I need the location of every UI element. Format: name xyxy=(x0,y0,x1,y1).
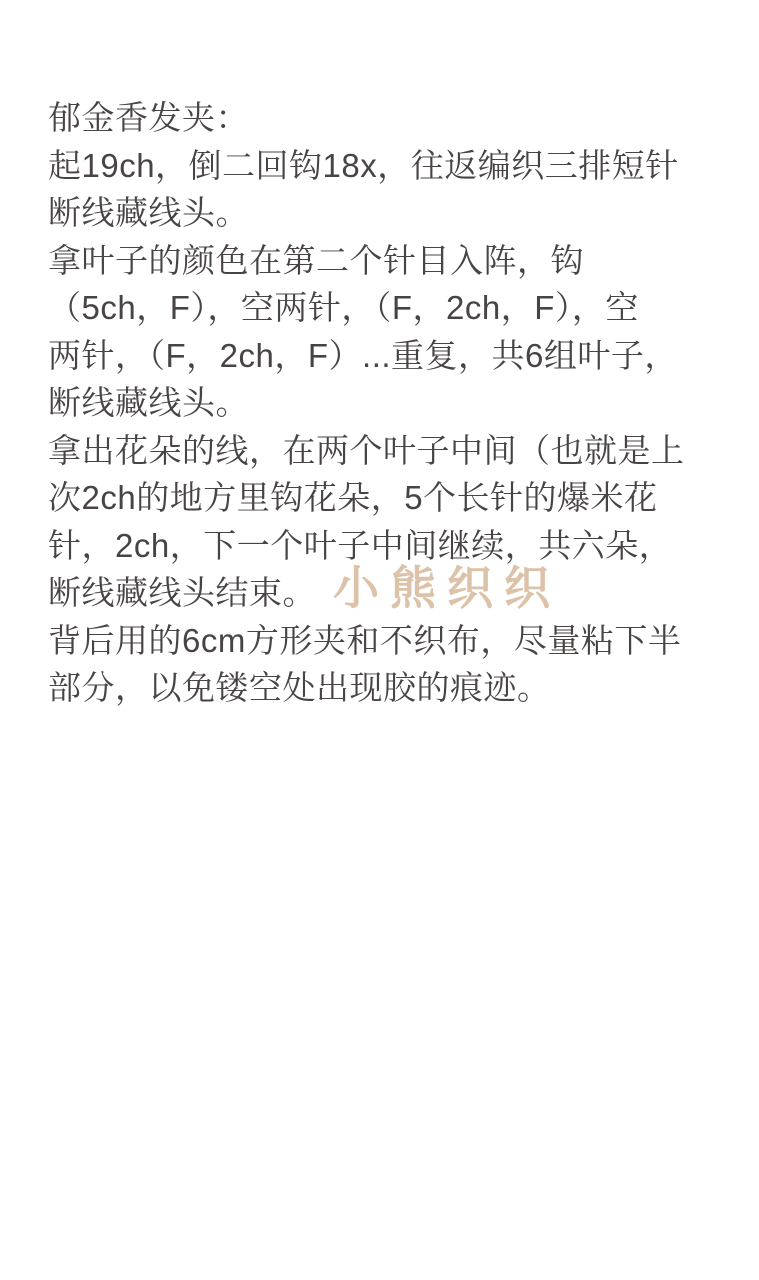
text-line: 断线藏线头。 xyxy=(48,384,249,421)
text-line: 拿叶子的颜色在第二个针目入阵，钩 xyxy=(48,241,584,279)
text-line: 断线藏线头结束。 xyxy=(48,574,316,611)
text-line: 起19ch，倒二回钩18x，往返编织三排短针 xyxy=(48,146,679,184)
text-line: 拿出花朵的线，在两个叶子中间（也就是上 xyxy=(48,431,685,469)
text-line: （5ch，F），空两针，（F，2ch，F），空 xyxy=(48,289,639,326)
text-line: 断线藏线头。 xyxy=(48,194,249,231)
text-line: 针，2ch，下一个叶子中间继续，共六朵， xyxy=(48,526,673,564)
text-line: 背后用的6cm方形夹和不织布，尽量粘下半 xyxy=(48,621,682,659)
text-line: 两针，（F，2ch，F）...重复，共6组叶子， xyxy=(48,336,678,374)
text-line: 部分，以免镂空处出现胶的痕迹。 xyxy=(48,669,551,706)
text-line: 次2ch的地方里钩花朵，5个长针的爆米花 xyxy=(48,479,658,516)
instruction-text-block xyxy=(48,94,716,712)
watermark: 小熊织织 xyxy=(333,562,561,614)
pattern-title: 郁金香发夹： xyxy=(48,99,249,136)
